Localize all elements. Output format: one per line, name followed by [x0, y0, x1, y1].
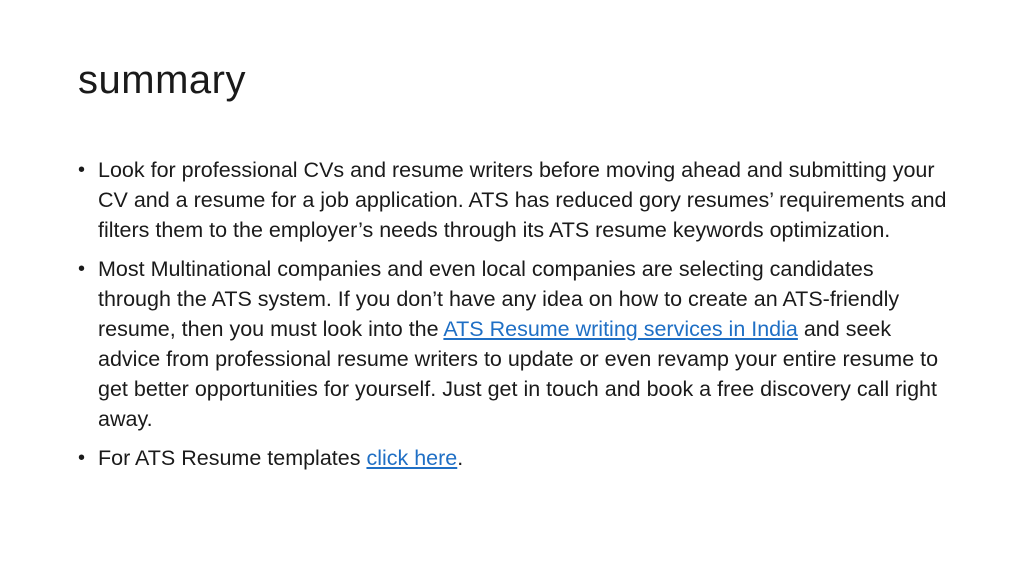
- bullet-list: [78, 155, 948, 482]
- bullet-item: [78, 254, 948, 434]
- bullet-text: Look for professional CVs and resume writers before moving ahead and submitting your CV and a resume for a job application. ATS has reduced gory resumes’ requirements and filters them to the employer’s needs through its ATS resume keywords optimization.: [98, 158, 947, 242]
- bullet-text: and seek advice from professional resume writers to update or even revamp your entire resume to get better opportunities for yourself. Just get in touch and book a free discovery call right away.: [98, 317, 939, 431]
- click-here-link[interactable]: click here: [366, 446, 458, 470]
- bullet-icon: •: [78, 159, 86, 181]
- bullet-text: Most Multinational companies and even local companies are selecting candidates through the ATS system. If you don’t have any idea on how to create an ATS-friendly resume, then you must look into the: [98, 257, 900, 341]
- slide-title: summary: [78, 58, 246, 102]
- bullet-item: [78, 155, 948, 245]
- bullet-item: [78, 443, 948, 473]
- ats-resume-services-link[interactable]: ATS Resume writing services in India: [443, 317, 798, 341]
- bullet-icon: •: [78, 447, 86, 469]
- bullet-text: For ATS Resume templates: [98, 446, 367, 470]
- bullet-icon: •: [78, 258, 86, 280]
- bullet-text: .: [457, 446, 464, 470]
